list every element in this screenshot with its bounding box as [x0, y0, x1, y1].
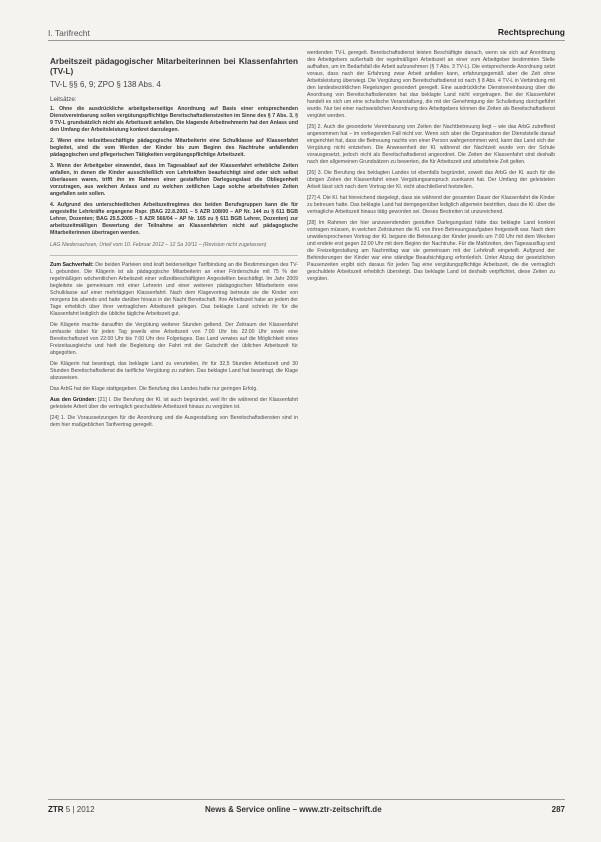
- facts-text: Die beiden Parteien sind kraft beiderseitiger Tarifbindung an die Bestimmungen des TV-L gebunden. Die Klägerin ist als pädagogische Mitarbeiterin an einer Förderschule mit 75 % der regelmäßigen wöchentlichen Arbeitszeit einer vollzeitbeschäftigten Angestellten beschäftigt. Im Jahr 2009 begleitete sie gemeinsam mit einer Lehrerin und einer weiteren pädagogischen Mitarbeiterin eine Schulklasse auf einer mehrtägigen Klassenfahrt. Nach dem Klagevortrag betreute sie die Kinder von morgens bis abends und hatte darüber hinaus in der Nacht Bereitschaft. Ihre Arbeitszeit habe an jedem der Tage erheblich über ihrer vertraglichen Arbeitszeit gelegen. Das beklagte Land schrieb ihr für die Klassenfahrt lediglich die übliche tägliche Arbeitszeit gut.: [50, 262, 298, 317]
- lower-court-section: [50, 386, 298, 393]
- reasons-lead: Aus den Gründen:: [50, 397, 97, 403]
- footer-service-line: News & Service online – www.ztr-zeitschrift.de: [205, 805, 382, 814]
- right-paragraph: [28] Im Rahmen der hier anzuwendenden gestuften Darlegungslast hätte das beklagte Land konkret vortragen müssen, in welchen Zeiträumen die Kl. von ihren Betreuungsaufgaben freigestellt war. Nach dem unwidersprochenen Vortrag der Kl. begann die Betreuung der Kinder jeweils um 7:00 Uhr mit dem Wecken und endete erst gegen 22:00 Uhr mit dem Beginn der Nachtruhe. Für die Mahlzeiten, den Tagesausflug und die Freizeitgestaltung am Nachmittag war sie gemeinsam mit der Lehrkraft eingeteilt. Aufgrund der Behinderungen der Kinder war eine ständige Beaufsichtigung erforderlich. Unter Abzug der gesetzlichen Pausenzeiten ergibt sich daraus für jeden Tag eine vergütungspflichtige Arbeitszeit, die die vertraglich geschuldete Arbeitszeit erheblich übersteigt. Das beklagte Land ist deshalb verpflichtet, diese Zeiten zu vergüten.: [307, 220, 555, 282]
- right-column: [307, 50, 555, 287]
- leitsatz-1: 1. Ohne die ausdrückliche arbeitgeberseitige Anordnung auf Basis einer entsprechenden Dienstvereinbarung sollen vergütungspflichtige Bereitschaftsdienstzeiten im Sinne des § 7 Abs. 3, § 9 TV-L grundsätzlich nicht als Arbeitszeit anfallen. Die klagende Arbeitnehmerin hat den Anlass und den Umfang der Arbeitsleistung konkret darzulegen.: [50, 106, 298, 133]
- page-number: 287: [551, 805, 565, 814]
- reasons-text: [21] I. Die Berufung der Kl. ist auch begründet, weil ihr die während der Klassenfahrt geleistete Arbeit über die vertraglich geschuldete Arbeitszeit hinaus zu vergüten ist.: [50, 397, 298, 410]
- court-citation: LAG Niedersachsen, Urteil vom 10. Februar 2012 – 12 Sa 10/11 – (Revision nicht zugelassen): [50, 242, 298, 256]
- facts-section: [50, 262, 298, 318]
- footer-journal: [48, 805, 95, 814]
- lower-court-lead: Das ArbG: [50, 386, 73, 392]
- right-paragraph: [25] 2. Auch die gesonderte Vereinbarung von Zeiten der Nachtbetreuung liegt – wie das ArbG zutreffend angenommen hat – im vorliegenden Fall nicht vor. Wenn sich aber die Organisation der Dienststelle darauf eingerichtet hat, dass die Betreuung nachts von einer Person wahrgenommen wird, kann das Land sich der Vergütung nicht entziehen. Die Anwesenheit der Kl. während der Nachtzeit wurde von der Schule vorausgesetzt, jedoch nicht als Bereitschaftsdienst angeordnet. Die Zeiten der Klassenfahrt sind deshalb nach den allgemeinen Grundsätzen zu bewerten, die für Arbeitszeit und arbeitsfreie Zeit gelten.: [307, 124, 555, 165]
- right-paragraph: werdenden TV-L geregelt. Bereitschaftsdienst leisten Beschäftigte danach, wenn sie sich auf Anordnung des Arbeitgebers außerhalb der regelmäßigen Arbeitszeit an einer vom Arbeitgeber bestimmten Stelle aufhalten, um im Bedarfsfall die Arbeit aufzunehmen (§ 7 Abs. 3 TV-L). Die entsprechende Anordnung setzt voraus, dass nach der Erfahrung zwar Arbeit anfallen kann, erfahrungsgemäß aber die Zeit ohne Arbeitsleistung überwiegt. Die Vergütung von Bereitschaftsdienst ist nach § 8 Abs. 4 TV-L in Verbindung mit den landesbezirklichen Regelungen gesondert geregelt. Eine ausdrückliche Dienstvereinbarung über die Anordnung von Bereitschaftsdiensten hat das beklagte Land nicht vorgetragen. Bei der Klassenfahrt handelt es sich um eine schulische Veranstaltung, die mit der Genehmigung der Schulleitung durchgeführt wurde. Nur bei einer nachweislichen Anordnung des Arbeitgebers können die Zeiten als Bereitschaftsdienst vergütet werden.: [307, 50, 555, 119]
- lower-court-text: hat der Klage stattgegeben. Die Berufung des Landes hatte nur geringen Erfolg.: [73, 386, 258, 392]
- category-header: Rechtsprechung: [497, 27, 565, 37]
- article-title: Arbeitszeit pädagogischer Mitarbeiterinnen bei Klassenfahrten (TV-L): [50, 57, 298, 76]
- journal-issue: 5 | 2012: [65, 805, 95, 814]
- left-column: [50, 50, 298, 433]
- journal-name: ZTR: [48, 805, 64, 814]
- leitsatz-2: 2. Wenn eine teilzeitbeschäftigte pädagogische Mitarbeiterin eine Schulklasse auf Klassenfahrt begleitet, sind die vom Werden der Kinder bis zum Beginn des Nachtruhe anfallenden pädagogischen und pflegerischen Tätigkeiten vergütungspflichtige Arbeitszeit.: [50, 138, 298, 158]
- facts-lead: Zum Sachverhalt:: [50, 262, 94, 268]
- leitsatz-4: 4. Aufgrund des unterschiedlichen Arbeitszeitregimes des beiden Berufsgruppen kann die für angestellte Lehrkräfte ergangene Rspr. (BAG 22.8.2001 – 5 AZR 108/00 – AP Nr. 144 zu § 611 BGB Lehrer, Dozenten; BAG 25.5.2005 – 5 AZR 566/04 – AP Nr. 165 zu § 611 BGB Lehrer, Dozenten) zur arbeitszeitmäßigen Bewertung der Teilnahme an Klassenfahrten nicht auf pädagogische Mitarbeiterinnen übertragen werden.: [50, 202, 298, 236]
- right-paragraph: [26] 3. Die Berufung des beklagten Landes ist ebenfalls begründet, soweit das ArbG der Kl. auch für die übrigen Zeiten der Klassenfahrt einen Vergütungsanspruch zuerkannt hat. Der Umfang der geleisteten Arbeit lässt sich nach dem Vortrag der Kl. nicht abschließend feststellen.: [307, 170, 555, 190]
- claims-section: [50, 361, 298, 382]
- claims-text: Die Klägerin hat beantragt, das beklagte Land zu verurteilen, ihr für 32,5 Stunden Arbeitszeit und 30 Stunden Bereitschaftsdienst die tarifliche Vergütung zu zahlen. Das beklagte Land hat beantragt, die Klage abzuweisen.: [50, 361, 298, 381]
- statutes-line: TV-L §§ 6, 9; ZPO § 138 Abs. 4: [50, 80, 161, 89]
- reasons-text-2: [24] 1. Die Voraussetzungen für die Anordnung und die Ausgestaltung von Bereitschaftsdiensten sind in dem hier maßgeblichen Tarifvertrag geregelt.: [50, 415, 298, 428]
- reasons-section-2: [50, 415, 298, 429]
- right-paragraph: [27] 4. Die Kl. hat hinreichend dargelegt, dass sie während der gesamten Dauer der Klassenfahrt die Kinder zu betreuen hatte. Das beklagte Land hat demgegenüber lediglich allgemein bestritten, dass die Kl. über die vertragliche Arbeitszeit hinaus tätig geworden sei. Dieses Bestreiten ist unzureichend.: [307, 195, 556, 215]
- facts-text-2: Die Klägerin machte daraufhin die Vergütung weiterer Stunden geltend. Der Zeitraum der Klassenfahrt umfasste dabei für jeden Tag jeweils eine Arbeitszeit von 7:00 Uhr bis 22:00 Uhr sowie eine Bereitschaftszeit von 22:00 Uhr bis 7:00 Uhr des Folgetages. Das Land verwies auf die Möglichkeit eines Freizeitausgleichs und hielt die Begleitung der Fahrt mit der Gutschrift der üblichen Arbeitszeit für abgegolten.: [50, 322, 298, 356]
- facts-section-2: [50, 322, 298, 357]
- section-header: I. Tarifrecht: [48, 28, 90, 38]
- footer-divider: [48, 799, 565, 800]
- header-divider: [48, 40, 565, 41]
- leitsatz-3: 3. Wenn der Arbeitgeber einwendet, dass im Tagesablauf auf der Klassenfahrt erhebliche Zeiten anfallen, in denen die Kinder ausschließlich von Lehrkräften beaufsichtigt sind oder sich selbst überlassen waren, trifft ihn im Rahmen einer gestaffelten Darlegungslast die Obliegenheit vorzutragen, aus welchen Anlass und zu welchen zeitlichen Lage solche arbeitsfreien Zeiten angefallen sein sollen.: [50, 163, 298, 197]
- leitsaetze-heading: Leitsätze:: [50, 96, 77, 103]
- reasons-section: [50, 397, 298, 411]
